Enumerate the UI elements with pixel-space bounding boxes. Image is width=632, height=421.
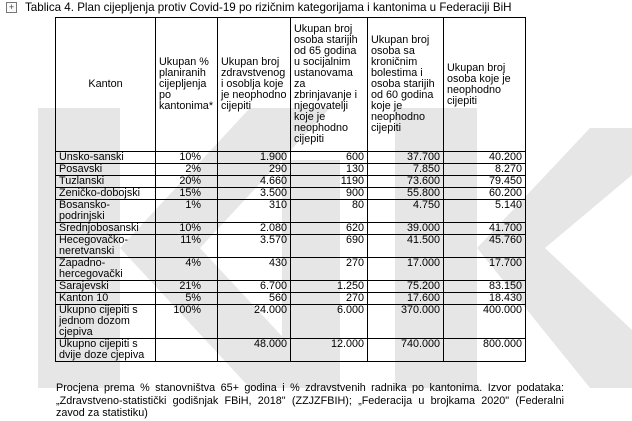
cell-elderly-institutions: 270 [291,293,368,305]
plus-move-icon[interactable]: + [6,2,17,13]
cell-total: 45.760 [444,235,526,258]
cell-chronic-60: 73.600 [368,176,444,188]
cell-elderly-institutions: 690 [291,235,368,258]
cell-kanton: Bosansko-podrinjski [56,200,156,223]
cell-elderly-institutions: 6.000 [291,305,368,339]
cell-elderly-institutions: 1.250 [291,281,368,293]
cell-kanton: Ukupno cijepiti s jednom dozom cjepiva [56,305,156,339]
cell-total: 5.140 [444,200,526,223]
cell-health-staff: 310 [218,200,291,223]
cell-chronic-60: 55.800 [368,188,444,200]
cell-total: 79.450 [444,176,526,188]
header-percent: Ukupan % planiranih cijepljenja po kantonima* [156,18,218,152]
table-row [56,164,526,176]
cell-total: 18.430 [444,293,526,305]
cell-percent: 1% [156,200,218,223]
cell-chronic-60: 7.850 [368,164,444,176]
cell-kanton: Sarajevski [56,281,156,293]
cell-chronic-60: 75.200 [368,281,444,293]
cell-percent: 5% [156,293,218,305]
table-row [56,235,526,258]
table-row [56,223,526,235]
cell-total: 8.270 [444,164,526,176]
cell-total: 60.200 [444,188,526,200]
cell-kanton: Kanton 10 [56,293,156,305]
cell-total: 17.700 [444,258,526,281]
cell-kanton: Unsko-sanski [56,152,156,164]
cell-chronic-60: 4.750 [368,200,444,223]
cell-percent: 21% [156,281,218,293]
cell-health-staff: 4.660 [218,176,291,188]
table-caption [6,1,512,15]
cell-percent [156,339,218,362]
cell-kanton: Zeničko-dobojski [56,188,156,200]
cell-percent: 10% [156,152,218,164]
cell-health-staff: 3.570 [218,235,291,258]
cell-health-staff: 3.500 [218,188,291,200]
header-kanton: Kanton [56,18,156,152]
cell-chronic-60: 39.000 [368,223,444,235]
cell-elderly-institutions: 12.000 [291,339,368,362]
table-row [56,200,526,223]
cell-total: 800.000 [444,339,526,362]
cell-kanton: Tuzlanski [56,176,156,188]
cell-kanton: Zapadno-hercegovački [56,258,156,281]
cell-health-staff: 290 [218,164,291,176]
cell-percent: 100% [156,305,218,339]
cell-percent: 11% [156,235,218,258]
table-row [56,305,526,339]
footnote: Procjena prema % stanovništva 65+ godina i % zdravstvenih radnika po kantonima. Izvor podataka: „Zdravstveno-statistički godišnjak FBiH, 2018" (ZZJZFBIH); „Federacija u brojkama 2020" (Federalni zavod za statistiku) [56,382,564,419]
table-row [56,152,526,164]
cell-health-staff: 1.900 [218,152,291,164]
cell-chronic-60: 37.700 [368,152,444,164]
cell-health-staff: 24.000 [218,305,291,339]
cell-kanton: Ukupno cijepiti s dvije doze cjepiva [56,339,156,362]
cell-chronic-60: 740.000 [368,339,444,362]
table-row [56,281,526,293]
cell-elderly-institutions: 900 [291,188,368,200]
cell-elderly-institutions: 270 [291,258,368,281]
cell-chronic-60: 370.000 [368,305,444,339]
cell-chronic-60: 17.000 [368,258,444,281]
cell-health-staff: 2.080 [218,223,291,235]
cell-kanton: Srednjobosanski [56,223,156,235]
cell-chronic-60: 41.500 [368,235,444,258]
cell-elderly-institutions: 80 [291,200,368,223]
cell-kanton: Hecegovačko-neretvanski [56,235,156,258]
cell-elderly-institutions: 620 [291,223,368,235]
cell-total: 41.700 [444,223,526,235]
cell-elderly-institutions: 130 [291,164,368,176]
cell-kanton: Posavski [56,164,156,176]
cell-elderly-institutions: 600 [291,152,368,164]
cell-percent: 4% [156,258,218,281]
table-row [56,293,526,305]
header-health-staff: Ukupan broj zdravstvenog i osoblja koje je neophodno cijepiti [218,18,291,152]
cell-health-staff: 430 [218,258,291,281]
cell-elderly-institutions: 1190 [291,176,368,188]
cell-health-staff: 6.700 [218,281,291,293]
cell-total: 83.150 [444,281,526,293]
table-row [56,339,526,362]
caption-text: Tablica 4. Plan cijepljenja protiv Covid-19 po rizičnim kategorijama i kantonima u Federaciji BiH [25,1,512,14]
cell-percent: 20% [156,176,218,188]
table-row [56,176,526,188]
cell-chronic-60: 17.600 [368,293,444,305]
cell-percent: 10% [156,223,218,235]
cell-health-staff: 560 [218,293,291,305]
cell-total: 40.200 [444,152,526,164]
header-elderly-institutions: Ukupan broj osoba starijih od 65 godina u socijalnim ustanovama za zbrinjavanje i njegovatelji koje je neophodno cijepiti [291,18,368,152]
header-chronic-60: Ukupan broj osoba sa kroničnim bolestima i osoba starijih od 60 godina koje je neophodno cijepiti [368,18,444,152]
cell-health-staff: 48.000 [218,339,291,362]
cell-percent: 2% [156,164,218,176]
vaccination-plan-table [55,17,526,362]
cell-percent: 15% [156,188,218,200]
table-row [56,188,526,200]
cell-total: 400.000 [444,305,526,339]
header-total: Ukupan broj osoba koje je neophodno cijepiti [444,18,526,152]
table-row [56,258,526,281]
